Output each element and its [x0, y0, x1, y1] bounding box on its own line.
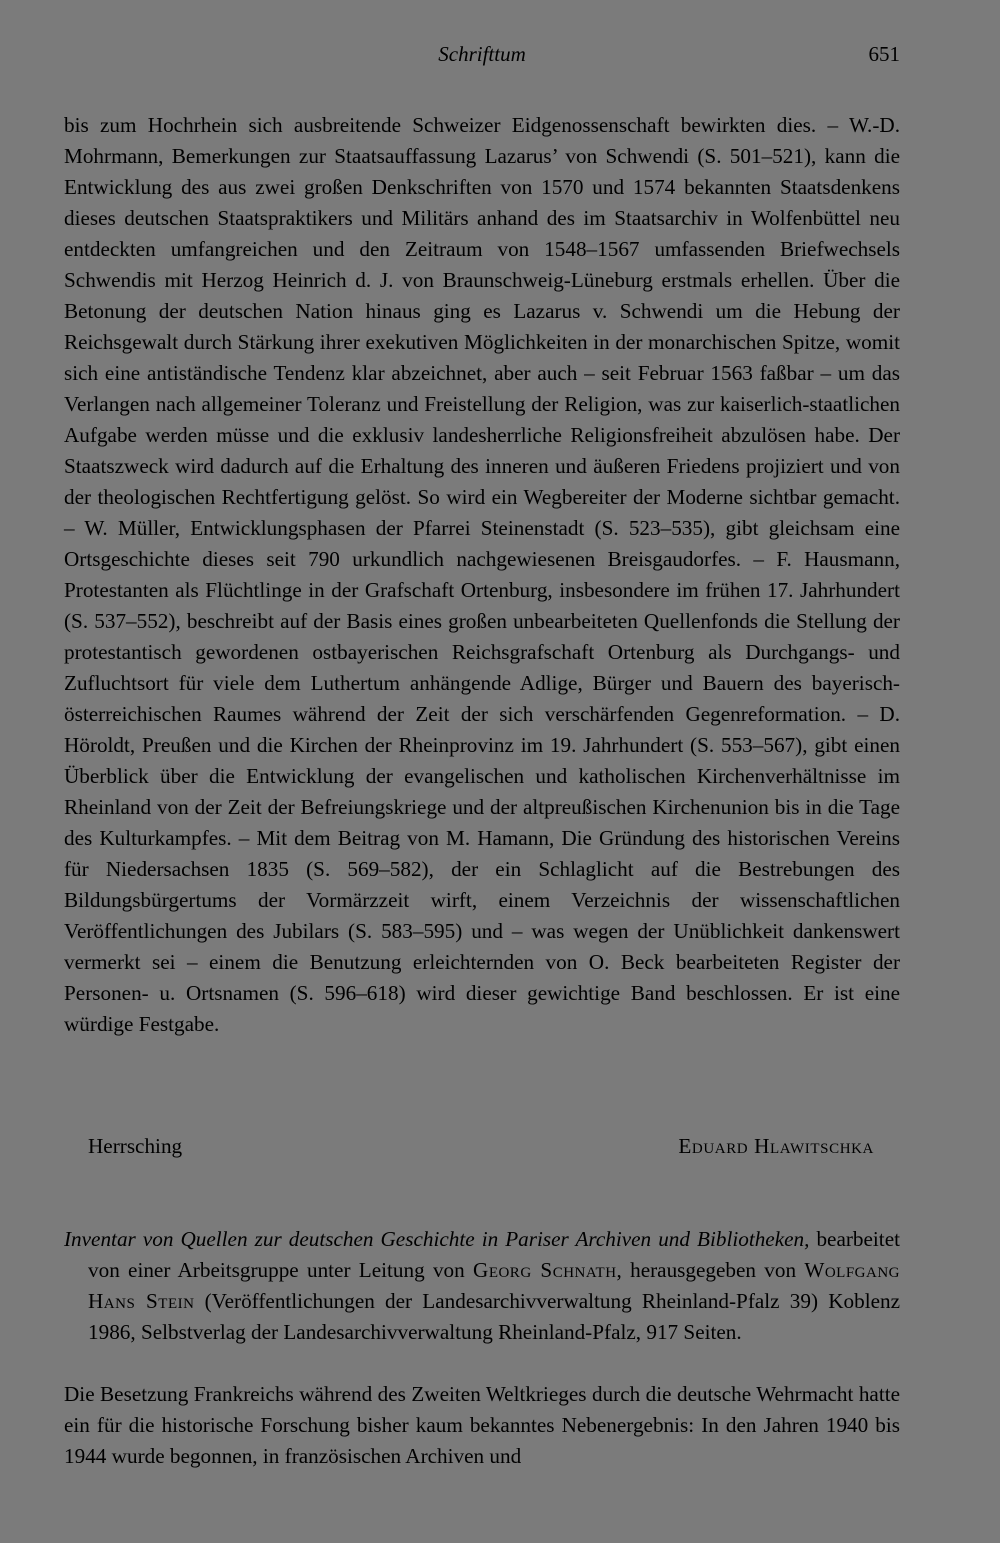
review-signature	[88, 1131, 874, 1162]
review-body	[64, 110, 900, 1040]
citation-text-1: bearbeitet von einer Arbeitsgruppe unter Leitung von	[88, 1227, 900, 1282]
running-title: Schrifttum	[438, 42, 526, 66]
citation-editor-2: Wolfgang Hans Stein	[88, 1258, 900, 1313]
next-review-body	[64, 1379, 900, 1472]
book-citation	[64, 1224, 900, 1348]
citation-editor-1: Georg Schnath	[473, 1258, 617, 1282]
page-number: 651	[868, 42, 900, 66]
citation-entry	[64, 1224, 900, 1348]
citation-title: Inventar von Quellen zur deutschen Geschichte in Pariser Archiven und Bibliotheken,	[64, 1227, 810, 1251]
signature-reviewer: Eduard Hlawitschka	[678, 1134, 874, 1158]
citation-text-2: , herausgegeben von	[616, 1258, 805, 1282]
running-header	[64, 42, 900, 74]
signature-place: Herrsching	[88, 1134, 183, 1158]
citation-text-3: (Veröffentlichungen der Landesarchivverwaltung Rheinland-Pfalz 39) Koblenz 1986, Selbstverlag der Landesarchivverwaltung Rheinland-Pfalz, 917 Seiten.	[88, 1289, 900, 1344]
review-paragraph: bis zum Hochrhein sich ausbreitende Schweizer Eidgenossenschaft bewirkten dies. – W.-D. Mohrmann, Bemerkungen zur Staatsauffassung Lazarus’ von Schwendi (S. 501–521), kann die Entwicklung des aus zwei großen Denkschriften von 1570 und 1574 bekannten Staatsdenkens dieses deutschen Staatspraktikers und Militärs anhand des im Staatsarchiv in Wolfenbüttel neu entdeckten umfangreichen und den Zeitraum von 1548–1567 umfassenden Briefwechsels Schwendis mit Herzog Heinrich d. J. von Braunschweig-Lüneburg erstmals erhellen. Über die Betonung der deutschen Nation hinaus ging es Lazarus v. Schwendi um die Hebung der Reichsgewalt durch Stärkung ihrer exekutiven Möglichkeiten in der monarchischen Spitze, womit sich eine antiständische Tendenz klar abzeichnet, aber auch – seit Februar 1563 faßbar – um das Verlangen nach allgemeiner Toleranz und Freistellung der Religion, was zur kaiserlich-staatlichen Aufgabe werden müsse und die exklusiv landesherrliche Religionsfreiheit abzulösen habe. Der Staatszweck wird dadurch auf die Erhaltung des inneren und äußeren Friedens projiziert und von der theologischen Rechtfertigung gelöst. So wird ein Wegbereiter der Moderne sichtbar gemacht. – W. Müller, Entwicklungsphasen der Pfarrei Steinenstadt (S. 523–535), gibt gleichsam eine Ortsgeschichte dieses seit 790 urkundlich nachgewiesenen Breisgaudorfes. – F. Hausmann, Protestanten als Flüchtlinge in der Grafschaft Ortenburg, insbesondere im frühen 17. Jahrhundert (S. 537–552), beschreibt auf der Basis eines großen unbearbeiteten Quellenfonds die Stellung der protestantisch gewordenen ostbayerischen Reichsgrafschaft Ortenburg als Durchgangs- und Zufluchtsort für viele dem Luthertum anhängende Adlige, Bürger und Bauern des bayerisch-österreichischen Raumes während der Zeit der sich verschärfenden Gegenreformation. – D. Höroldt, Preußen und die Kirchen der Rheinprovinz im 19. Jahrhundert (S. 553–567), gibt einen Überblick über die Entwicklung der evangelischen und katholischen Kirchenverhältnisse im Rheinland von der Zeit der Befreiungskriege und der altpreußischen Kirchenunion bis in die Tage des Kulturkampfes. – Mit dem Beitrag von M. Hamann, Die Gründung des historischen Vereins für Niedersachsen 1835 (S. 569–582), der ein Schlaglicht auf die Bestrebungen des Bildungsbürgertums der Vormärzzeit wirft, einem Verzeichnis der wissenschaftlichen Veröffentlichungen des Jubilars (S. 583–595) und – was wegen der Unüblichkeit dankenswert vermerkt sei – einem die Benutzung erleichternden von O. Beck bearbeiteten Register der Personen- u. Ortsnamen (S. 596–618) wird dieser gewichtige Band beschlossen. Er ist eine würdige Festgabe.	[64, 113, 900, 1036]
next-review-paragraph: Die Besetzung Frankreichs während des Zweiten Weltkrieges durch die deutsche Wehrmacht hatte ein für die historische Forschung bisher kaum bekanntes Nebenergebnis: In den Jahren 1940 bis 1944 wurde begonnen, in französischen Archiven und	[64, 1382, 900, 1468]
